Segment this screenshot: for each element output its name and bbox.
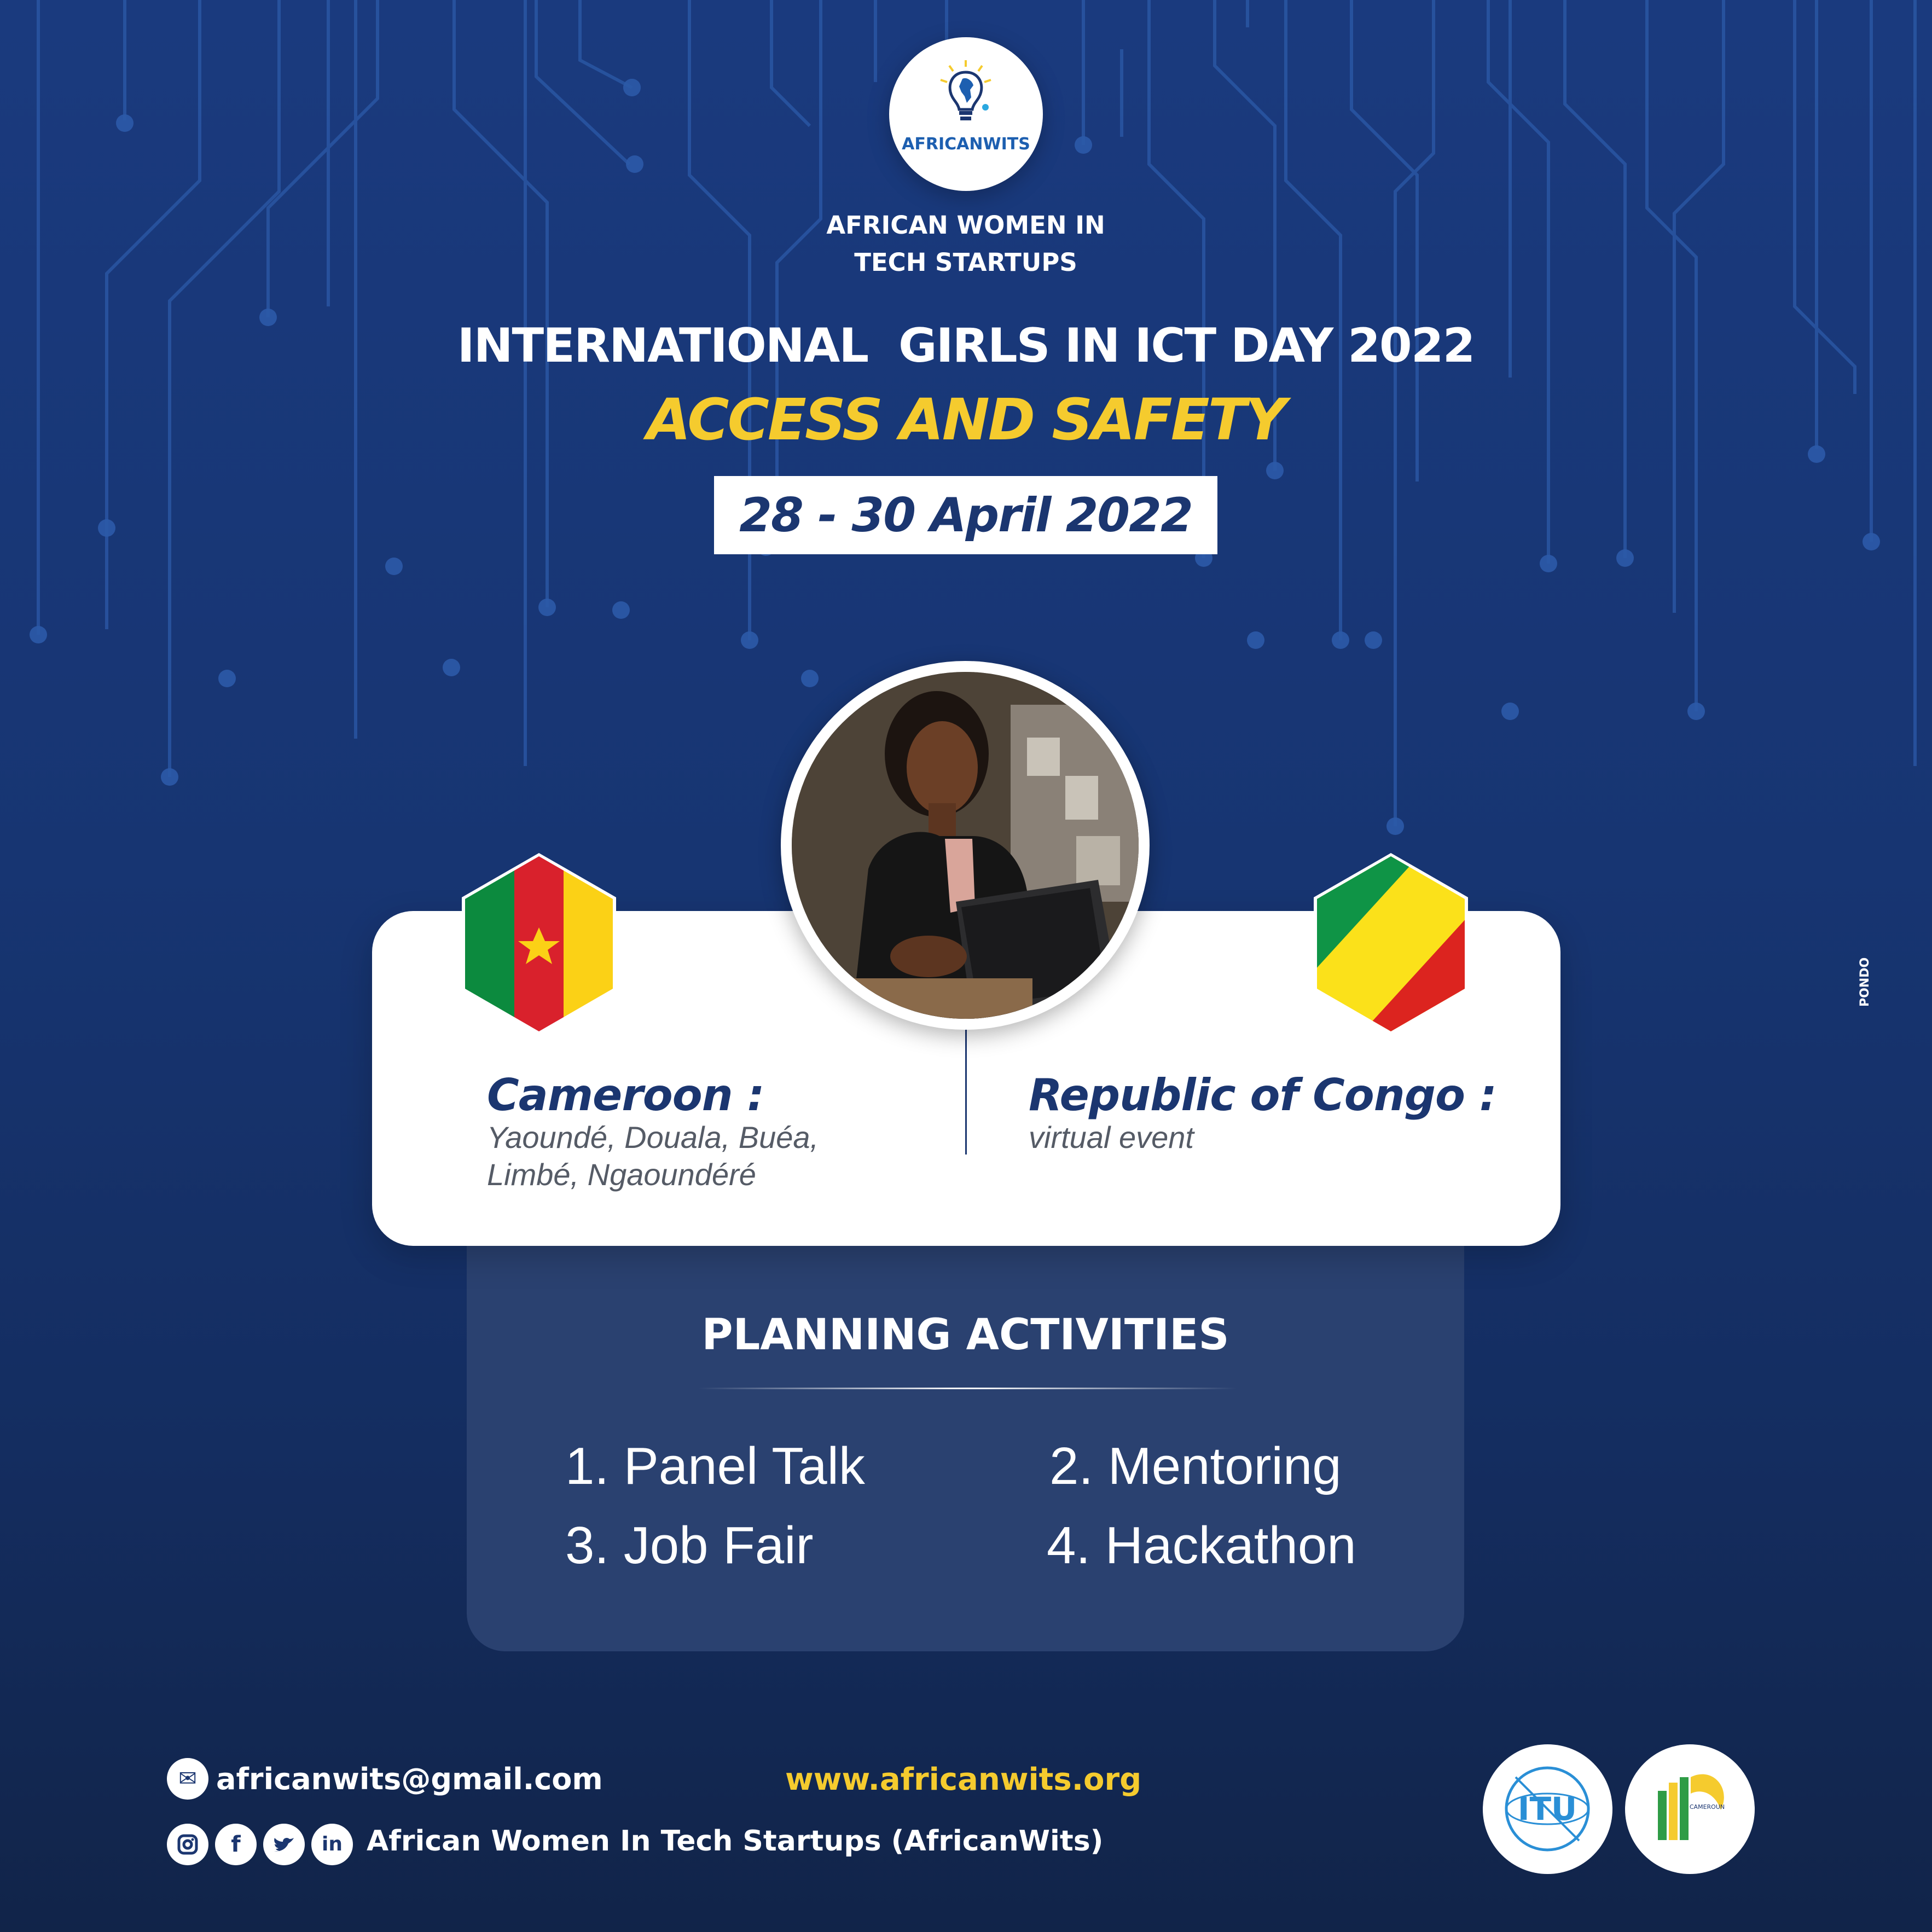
cameroon-cities	[487, 1119, 819, 1193]
event-title: INTERNATIONAL GIRLS IN ICT DAY 2022	[457, 318, 1475, 373]
logo-wordmark: AFRICANWITS	[902, 135, 1030, 154]
designer-credit	[1847, 930, 1879, 1012]
activity-item: 3. Job Fair	[565, 1516, 814, 1575]
instagram-icon[interactable]	[167, 1824, 208, 1865]
activities-title: PLANNING ACTIVITIES	[701, 1310, 1229, 1360]
activity-item: 2. Mentoring	[1049, 1437, 1342, 1495]
credit-text: PONDO	[1858, 957, 1872, 1007]
cameroon-cities-line2: Limbé, Ngaoundéré	[487, 1157, 756, 1192]
partner-wordmark: CAMEROUN	[1689, 1803, 1725, 1811]
event-date: 28 - 30 April 2022	[739, 488, 1192, 543]
congo-flag-icon	[1309, 851, 1473, 1037]
activities-panel	[467, 1217, 1464, 1651]
twitter-icon[interactable]	[263, 1824, 305, 1865]
cameroon-posts-logo	[1625, 1744, 1755, 1874]
org-name-line2: TECH STARTUPS	[854, 248, 1077, 277]
contact-email[interactable]: africanwits@gmail.com	[216, 1762, 603, 1796]
activities-divider	[698, 1388, 1237, 1389]
activity-item: 4. Hackathon	[1047, 1516, 1356, 1575]
facebook-icon[interactable]: f	[215, 1824, 257, 1865]
social-handle[interactable]: African Women In Tech Startups (AfricanWits)	[367, 1825, 1104, 1858]
congo-detail: virtual event	[1029, 1120, 1194, 1154]
lightbulb-africa-icon	[938, 59, 993, 130]
africanwits-logo	[889, 37, 1043, 191]
organization-name	[692, 207, 1239, 281]
event-theme: ACCESS AND SAFETY	[646, 386, 1285, 453]
cameroon-heading: Cameroon :	[487, 1070, 764, 1121]
website-link[interactable]: www.africanwits.org	[785, 1762, 1142, 1797]
cameroon-flag-icon	[457, 851, 621, 1037]
org-name-line1: AFRICAN WOMEN IN	[826, 211, 1105, 240]
profile-photo-frame	[781, 661, 1150, 1030]
itu-wordmark: ITU	[1517, 1790, 1577, 1827]
congo-heading: Republic of Congo :	[1029, 1070, 1496, 1121]
activity-item: 1. Panel Talk	[565, 1437, 865, 1495]
date-badge	[714, 476, 1217, 554]
email-icon[interactable]: ✉	[167, 1758, 208, 1800]
itu-logo	[1483, 1744, 1612, 1874]
woman-with-laptop-photo	[792, 672, 1139, 1019]
linkedin-icon[interactable]: in	[311, 1824, 353, 1865]
card-divider	[965, 1029, 967, 1154]
cameroon-cities-line1: Yaoundé, Douala, Buéa,	[487, 1120, 819, 1154]
